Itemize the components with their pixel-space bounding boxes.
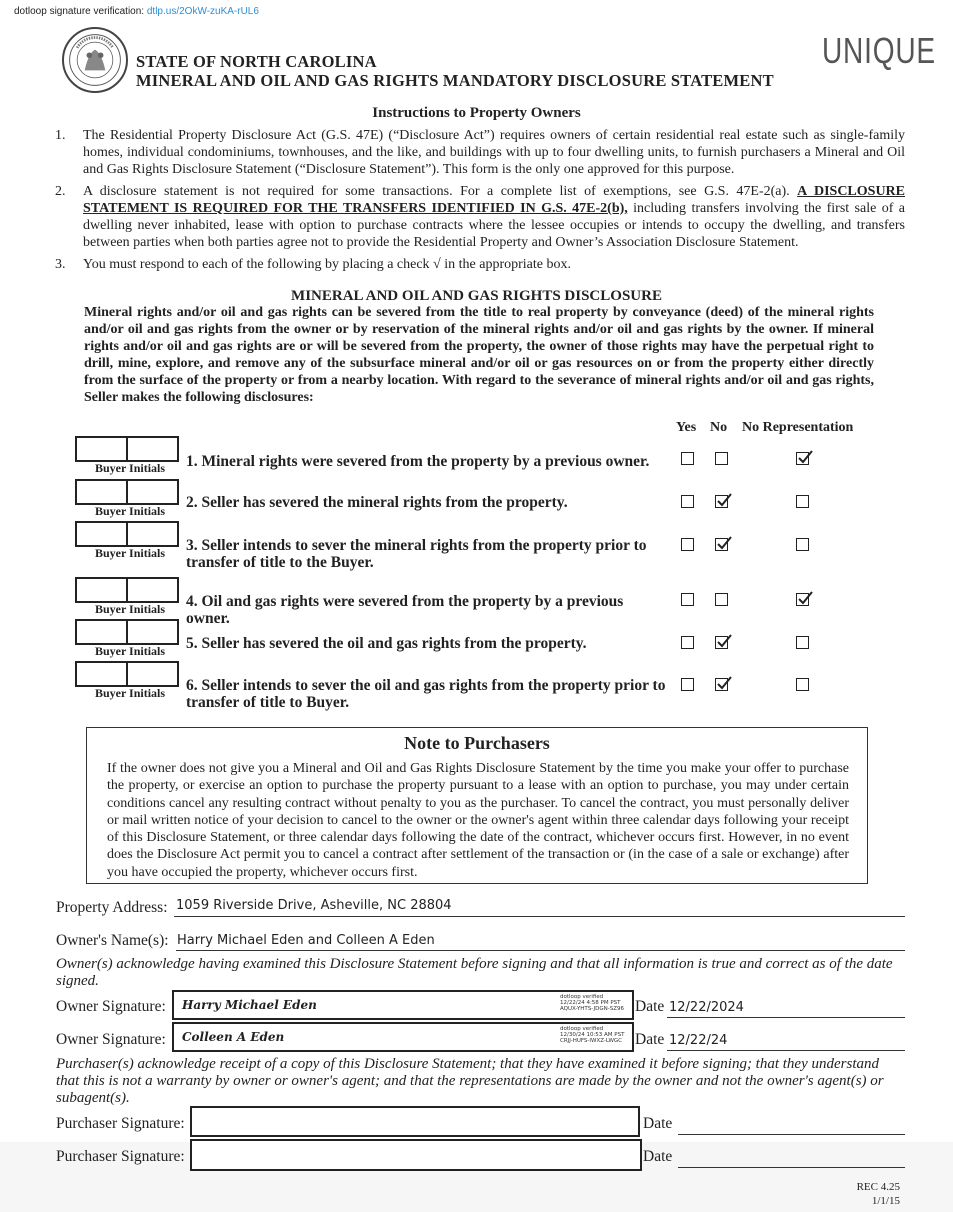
checkbox-no-rep-q6[interactable] <box>796 678 809 691</box>
note-to-purchasers <box>86 727 868 884</box>
note-text: If the owner does not give you a Mineral and Oil and Gas Rights Disclosure Statement by the time you make your offer to purchase the property, or exercise an option to purchase the property pursuant to a lease with an option to purchase, you may under certain conditions cancel any resulting contract without penalty to you as the purchaser. To cancel the contract, you must personally deliver or mail written notice of your decision to cancel to the owner or the owner's agent within three calendar days following your receipt of this Disclosure Statement, or three calendar days following the date of the contract, whichever occurs first. However, in no event does the Disclosure Act permit you to cancel a contract after settlement of the transaction or (in the case of a sale or exchange) after you have occupied the property, whichever occurs first. <box>107 761 849 880</box>
buyer-initials-label: Buyer Initials <box>94 686 166 700</box>
stamp-line: AQUX-YHTS-JDGN-SZ96 <box>560 1006 624 1012</box>
purchaser-signature-label: Purchaser Signature: <box>56 1148 185 1165</box>
instruction-number: 1. <box>55 128 66 143</box>
stamp-line: CRJJ-HUFS-IWXZ-LWGC <box>560 1038 622 1044</box>
owner-acknowledgment: Owner(s) acknowledge having examined this Disclosure Statement before signing and that all information is true and correct as of the date signed. <box>56 956 893 989</box>
question-2: 2. Seller has severed the mineral rights from the property. <box>186 494 568 511</box>
owner-signature-label: Owner Signature: <box>56 998 166 1015</box>
checkbox-yes-q2[interactable] <box>681 495 694 508</box>
checkbox-no-rep-q2[interactable] <box>796 495 809 508</box>
checkbox-no-rep-q4[interactable] <box>796 593 809 606</box>
property-address-value[interactable]: 1059 Riverside Drive, Asheville, NC 28804 <box>176 898 452 913</box>
checkbox-no-q5[interactable] <box>715 636 728 649</box>
purchaser-date-label: Date <box>643 1115 673 1132</box>
owner-signature-1: Harry Michael Eden <box>182 998 317 1012</box>
instructions-title: Instructions to Property Owners <box>372 105 581 121</box>
question-1: 1. Mineral rights were severed from the property by a previous owner. <box>186 453 650 470</box>
question-5: 5. Seller has severed the oil and gas rights from the property. <box>186 635 587 652</box>
instruction-number: 2. <box>55 184 66 199</box>
stamp-line: 12/22/24 4:58 PM PST <box>560 1000 621 1006</box>
header-state: STATE OF NORTH CAROLINA <box>136 52 377 71</box>
buyer-initials-label: Buyer Initials <box>94 461 166 475</box>
checkbox-yes-q3[interactable] <box>681 538 694 551</box>
buyer-initials-label: Buyer Initials <box>94 504 166 518</box>
nc-real-estate-commission-seal-icon <box>62 27 128 93</box>
question-6: 6. Seller intends to sever the oil and gas rights from the property prior to transfer of title to Buyer. <box>186 677 666 711</box>
unique-logo: UNIQUE <box>822 30 936 71</box>
owner-date-label: Date <box>635 998 665 1015</box>
dotloop-verification <box>14 6 259 17</box>
stamp-line: dotloop verified <box>560 1026 604 1032</box>
checkbox-yes-q4[interactable] <box>681 593 694 606</box>
disclosure-paragraph: Mineral rights and/or oil and gas rights can be severed from the title to real property by conveyance (deed) of the mineral rights and/or oil and gas rights from the owner or by reservation of the mineral rights and/or oil and gas rights by the owner. If mineral rights and/or oil and gas rights are or will be severed from the property, the owner of those rights may have the perpetual right to drill, mine, explore, and remove any of the subsurface mineral and/or oil or gas resources on or from the property either directly from the surface of the property or from a nearby location. With regard to the severance of mineral rights and/or oil and gas rights, Seller makes the following disclosures: <box>84 305 874 405</box>
purchaser-signature-field[interactable] <box>190 1106 640 1137</box>
disclosure-title: MINERAL AND OIL AND GAS RIGHTS DISCLOSURE <box>291 288 662 304</box>
owner-date-line <box>667 1049 905 1051</box>
owner-date-label: Date <box>635 1031 665 1048</box>
stamp-line: dotloop verified <box>560 994 604 1000</box>
instruction-item-1 <box>55 127 905 178</box>
instruction-text: You must respond to each of the following by placing a check √ in the appropriate box. <box>83 257 571 272</box>
stamp-line: 12/30/24 10:53 AM PST <box>560 1032 625 1038</box>
instruction-text-a: A disclosure statement is not required for some transactions. For a complete list of exemptions, see G.S. 47E-2(a). <box>83 184 790 199</box>
question-4: 4. Oil and gas rights were severed from the property by a previous owner. <box>186 593 624 627</box>
column-no-representation: No Representation <box>742 420 854 435</box>
buyer-initials-box-1[interactable] <box>75 577 128 603</box>
buyer-initials-box-2[interactable] <box>126 521 179 547</box>
buyer-initials-label: Buyer Initials <box>94 644 166 658</box>
checkbox-no-rep-q5[interactable] <box>796 636 809 649</box>
checkbox-yes-q1[interactable] <box>681 452 694 465</box>
checkbox-no-q2[interactable] <box>715 495 728 508</box>
checkbox-no-q6[interactable] <box>715 678 728 691</box>
column-yes: Yes <box>676 420 697 435</box>
question-3: 3. Seller intends to sever the mineral rights from the property prior to transfer of title to the Buyer. <box>186 537 647 571</box>
instruction-item-3 <box>55 256 905 273</box>
instruction-number: 3. <box>55 257 66 272</box>
column-no: No <box>710 420 728 435</box>
owner-signature-label: Owner Signature: <box>56 1031 166 1048</box>
checkbox-no-rep-q1[interactable] <box>796 452 809 465</box>
buyer-initials-box-2[interactable] <box>126 619 179 645</box>
purchaser-signature-field[interactable] <box>190 1139 642 1171</box>
checkbox-no-q3[interactable] <box>715 538 728 551</box>
owner-signature-field[interactable] <box>172 990 634 1020</box>
note-title: Note to Purchasers <box>404 733 550 753</box>
owner-date-value[interactable]: 12/22/2024 <box>669 1000 744 1015</box>
owners-name-line <box>176 949 905 951</box>
buyer-initials-box-2[interactable] <box>126 479 179 505</box>
instruction-item-2 <box>55 183 905 251</box>
buyer-initials-box-1[interactable] <box>75 619 128 645</box>
form-revision-date: 1/1/15 <box>871 1195 900 1207</box>
buyer-initials-box-1[interactable] <box>75 521 128 547</box>
checkbox-yes-q6[interactable] <box>681 678 694 691</box>
buyer-initials-box-2[interactable] <box>126 577 179 603</box>
verification-link[interactable]: dtlp.us/2OkW-zuKA-rUL6 <box>146 6 259 17</box>
purchaser-signature-label: Purchaser Signature: <box>56 1115 185 1132</box>
property-address-line <box>174 915 905 917</box>
instruction-text-b: including transfers involving the first sale of a dwelling never inhabited, lease with option to purchase contracts where the lessee occupies or intends to occupy the dwelling, and transfers between parties when both parties agree not to provide the Residential Property and Owner’s Association Disclosure Statement. <box>83 201 905 250</box>
header-form-title: MINERAL AND OIL AND GAS RIGHTS MANDATORY DISCLOSURE STATEMENT <box>136 71 774 90</box>
buyer-initials-label: Buyer Initials <box>94 602 166 616</box>
checkbox-yes-q5[interactable] <box>681 636 694 649</box>
owners-name-label: Owner's Name(s): <box>56 932 169 949</box>
owner-date-value[interactable]: 12/22/24 <box>669 1033 728 1048</box>
buyer-initials-box-2[interactable] <box>126 661 179 687</box>
owner-signature-2: Colleen A Eden <box>182 1030 285 1044</box>
buyer-initials-box-1[interactable] <box>75 661 128 687</box>
buyer-initials-label: Buyer Initials <box>94 546 166 560</box>
checkbox-no-rep-q3[interactable] <box>796 538 809 551</box>
form-code: REC 4.25 <box>856 1181 900 1193</box>
purchaser-date-label: Date <box>643 1148 673 1165</box>
dotloop-stamp <box>560 1026 624 1044</box>
dotloop-stamp <box>560 994 624 1012</box>
instruction-text: The Residential Property Disclosure Act (G.S. 47E) (“Disclosure Act”) requires owners of certain residential real estate such as single-family homes, individual condominiums, townhouses, and the like, and buildings with up to four dwelling units, to furnish purchasers a Mineral and Oil and Gas Rights Disclosure Statement (“Disclosure Statement”). This form is the only one approved for this purpose. <box>83 128 905 177</box>
owner-date-line <box>667 1016 905 1018</box>
checkbox-no-q4[interactable] <box>715 593 728 606</box>
checkbox-no-q1[interactable] <box>715 452 728 465</box>
owners-name-value[interactable]: Harry Michael Eden and Colleen A Eden <box>177 933 435 948</box>
property-address-label: Property Address: <box>56 899 168 916</box>
instruction-text <box>83 183 905 251</box>
verification-label: dotloop signature verification: <box>14 6 145 17</box>
buyer-initials-box-2[interactable] <box>126 436 179 462</box>
purchaser-date-line[interactable] <box>678 1133 905 1135</box>
instruction-text-underlined: A DISCLOSURE STATEMENT IS REQUIRED FOR THE TRANSFERS IDENTIFIED IN G.S. 47E-2(b), <box>83 184 906 216</box>
purchaser-acknowledgment: Purchaser(s) acknowledge receipt of a copy of this Disclosure Statement; that they have examined it before signing; that they understand that this is not a warranty by owner or owner's agent; and that the representations are made by the owner and not the owner's agent(s) or subagent(s). <box>56 1056 884 1106</box>
purchaser-date-line[interactable] <box>678 1166 905 1168</box>
buyer-initials-box-1[interactable] <box>75 479 128 505</box>
buyer-initials-box-1[interactable] <box>75 436 128 462</box>
owner-signature-field[interactable] <box>172 1022 634 1052</box>
